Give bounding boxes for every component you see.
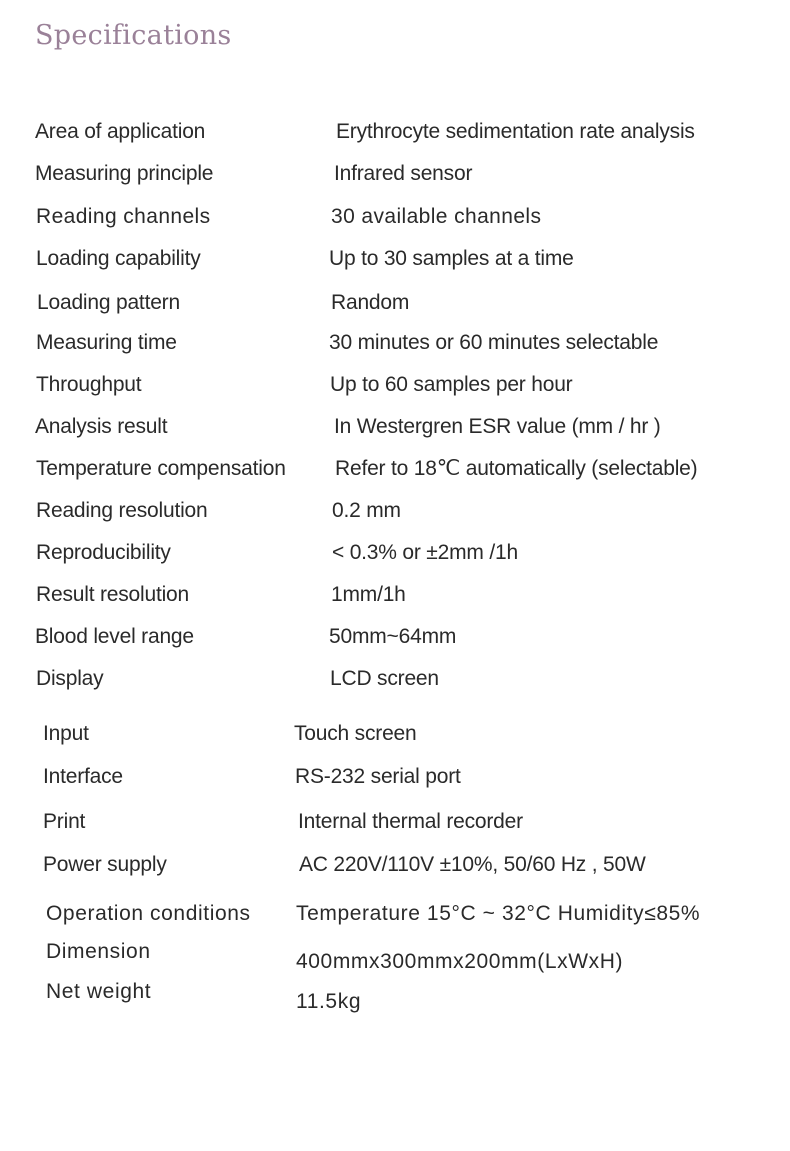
spec-label: Blood level range <box>35 625 194 648</box>
spec-value: 30 minutes or 60 minutes selectable <box>329 331 659 354</box>
spec-label: Input <box>43 722 89 745</box>
spec-value: 50mm~64mm <box>329 625 457 648</box>
spec-value: Up to 30 samples at a time <box>329 247 574 270</box>
page-title: Specifications <box>35 20 232 51</box>
spec-value: 11.5kg <box>296 990 362 1013</box>
spec-label: Print <box>43 810 86 833</box>
spec-value: In Westergren ESR value (mm / hr ) <box>334 415 661 438</box>
spec-label: Area of application <box>35 120 206 143</box>
spec-label: Interface <box>43 765 123 788</box>
spec-value: 400mmx300mmx200mm(LxWxH) <box>296 950 624 973</box>
spec-value: Erythrocyte sedimentation rate analysis <box>336 120 695 143</box>
spec-label: Result resolution <box>36 583 190 606</box>
spec-value: 30 available channels <box>331 205 542 228</box>
spec-value: 1mm/1h <box>331 583 406 606</box>
spec-value: LCD screen <box>330 667 439 690</box>
spec-label: Dimension <box>46 940 151 963</box>
spec-label: Reproducibility <box>36 541 171 564</box>
spec-label: Temperature compensation <box>36 457 286 480</box>
spec-label: Display <box>36 667 104 690</box>
spec-label: Loading capability <box>36 247 201 270</box>
spec-value: 0.2 mm <box>332 499 401 522</box>
spec-label: Measuring principle <box>35 162 214 185</box>
spec-value: Temperature 15°C ~ 32°C Humidity≤85% <box>296 902 701 925</box>
spec-value: Internal thermal recorder <box>298 810 523 833</box>
spec-label: Operation conditions <box>46 902 251 925</box>
spec-label: Power supply <box>43 853 167 876</box>
spec-value: AC 220V/110V ±10%, 50/60 Hz , 50W <box>299 853 646 876</box>
spec-value: Infrared sensor <box>334 162 473 185</box>
spec-value: Touch screen <box>294 722 417 745</box>
spec-label: Analysis result <box>35 415 168 438</box>
spec-label: Loading pattern <box>37 291 180 314</box>
spec-value: Random <box>331 291 410 314</box>
spec-label: Measuring time <box>36 331 177 354</box>
spec-value: Up to 60 samples per hour <box>330 373 573 396</box>
spec-label: Reading resolution <box>36 499 208 522</box>
spec-value: RS-232 serial port <box>295 765 461 788</box>
spec-value: Refer to 18℃ automatically (selectable) <box>335 457 698 480</box>
spec-label: Net weight <box>46 980 152 1003</box>
spec-label: Throughput <box>36 373 142 396</box>
spec-value: < 0.3% or ±2mm /1h <box>332 541 518 564</box>
spec-label: Reading channels <box>36 205 211 228</box>
